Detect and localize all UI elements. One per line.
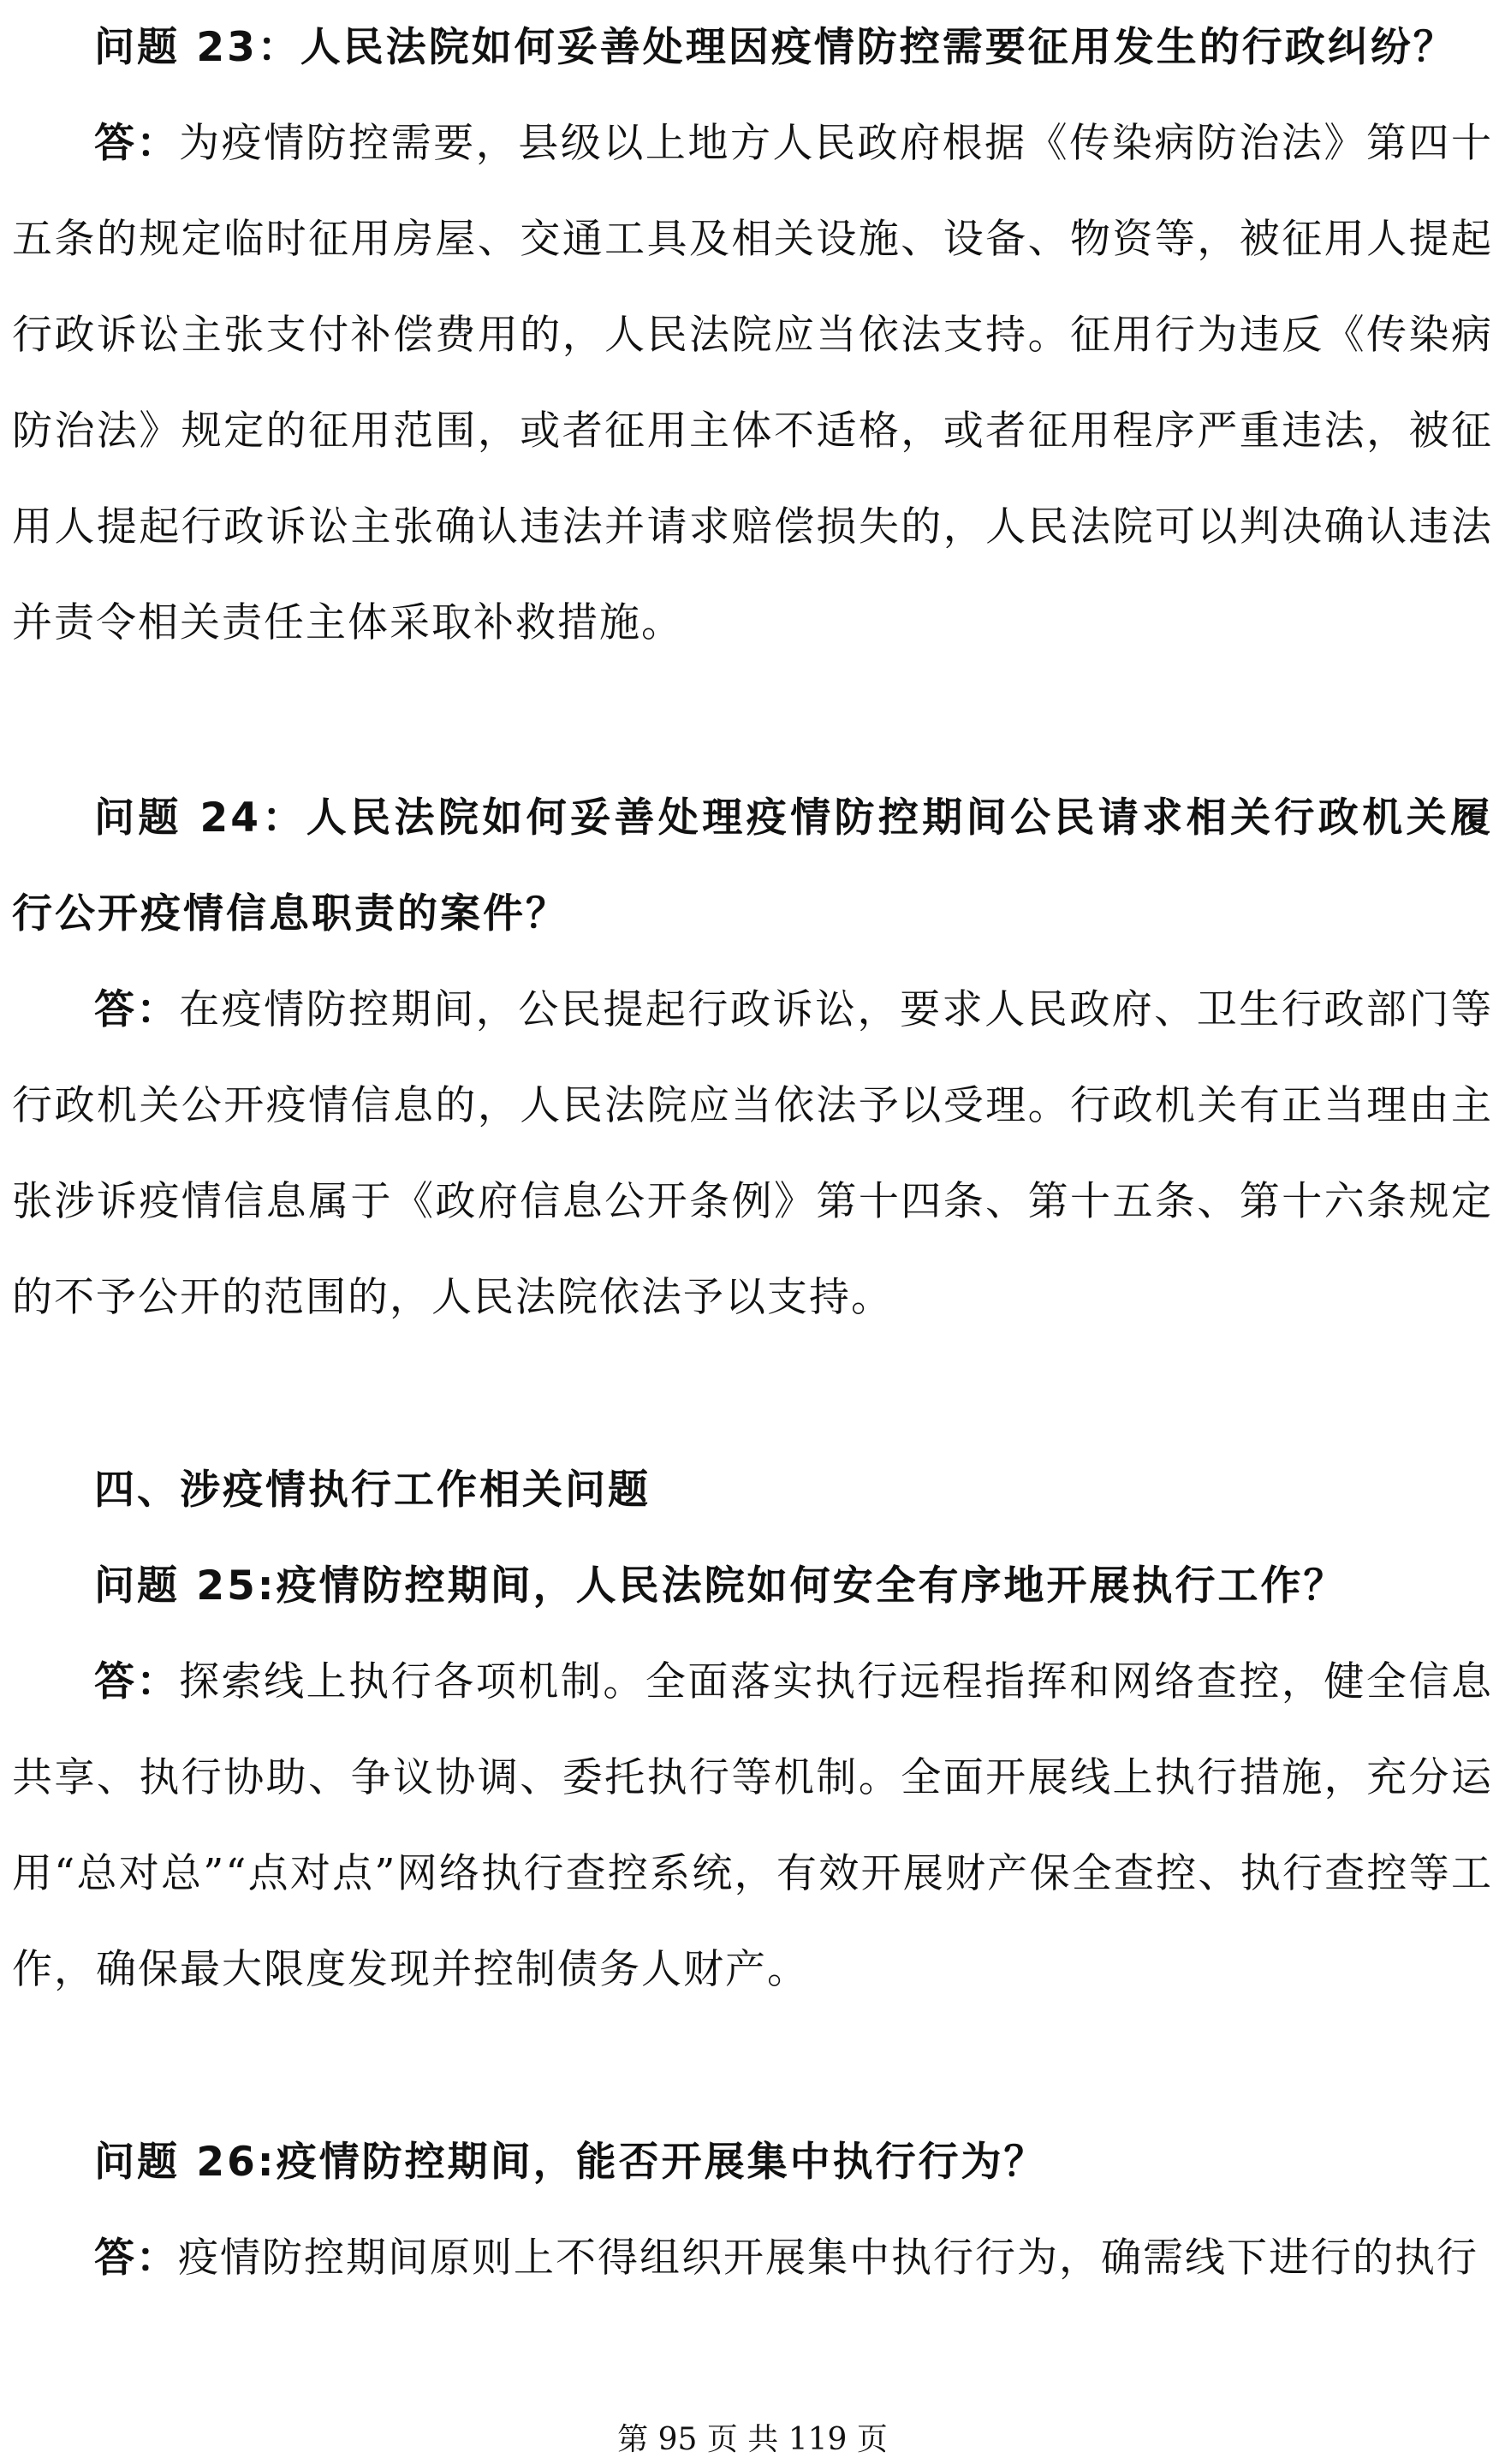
answer-text: 为疫情防控需要，县级以上地方人民政府根据《传染病防治法》第四十五条的规定临时征用房屋、交通工具及相关设施、设备、物资等，被征用人提起行政诉讼主张支付补偿费用的，人民法院应当依法支持。征用行为违反《传染病防治法》规定的征用范围，或者征用主体不适格，或者征用程序严重违法，被征用人提起行政诉讼主张确认违法并请求赔偿损失的，人民法院可以判决确认违法并责令相关责任主体采取补救措施。 bbox=[12, 120, 1493, 646]
answer-text: 在疫情防控期间，公民提起行政诉讼，要求人民政府、卫生行政部门等行政机关公开疫情信息的，人民法院应当依法予以受理。行政机关有正当理由主张涉诉疫情信息属于《政府信息公开条例》第十四条、第十五条、第十六条规定的不予公开的范围的，人民法院依法予以支持。 bbox=[12, 986, 1493, 1321]
answer-label: 答： bbox=[94, 1658, 180, 1705]
answer-label: 答： bbox=[94, 2235, 178, 2282]
question-24-title: 问题 24：人民法院如何妥善处理疫情防控期间公民请求相关行政机关履行公开疫情信息职责的案件？ bbox=[12, 795, 1493, 937]
answer-text: 疫情防控期间原则上不得组织开展集中执行行为，确需线下进行的执行 bbox=[178, 2235, 1478, 2282]
question-23-title: 问题 23：人民法院如何妥善处理因疫情防控需要征用发生的行政纠纷？ bbox=[94, 24, 1456, 71]
answer-label: 答： bbox=[94, 120, 180, 167]
question-23-answer bbox=[12, 96, 1493, 671]
page-footer: 第 95 页 共 119 页 bbox=[617, 2422, 888, 2457]
answer-text: 探索线上执行各项机制。全面落实执行远程指挥和网络查控，健全信息共享、执行协助、争议协调、委托执行等机制。全面开展线上执行措施，充分运用“总对总”“点对点”网络执行查控系统，有效开展财产保全查控、执行查控等工作，确保最大限度发现并控制债务人财产。 bbox=[12, 1658, 1493, 1993]
question-26-title: 问题 26:疫情防控期间，能否开展集中执行行为？ bbox=[94, 2139, 1047, 2186]
answer-label: 答： bbox=[94, 986, 180, 1033]
question-25-answer bbox=[12, 1634, 1493, 2018]
question-26-answer bbox=[12, 2211, 1493, 2306]
section-four-title: 四、涉疫情执行工作相关问题 bbox=[94, 1467, 651, 1514]
question-25-title: 问题 25:疫情防控期间，人民法院如何安全有序地开展执行工作？ bbox=[94, 1562, 1347, 1610]
question-24-answer bbox=[12, 962, 1493, 1346]
